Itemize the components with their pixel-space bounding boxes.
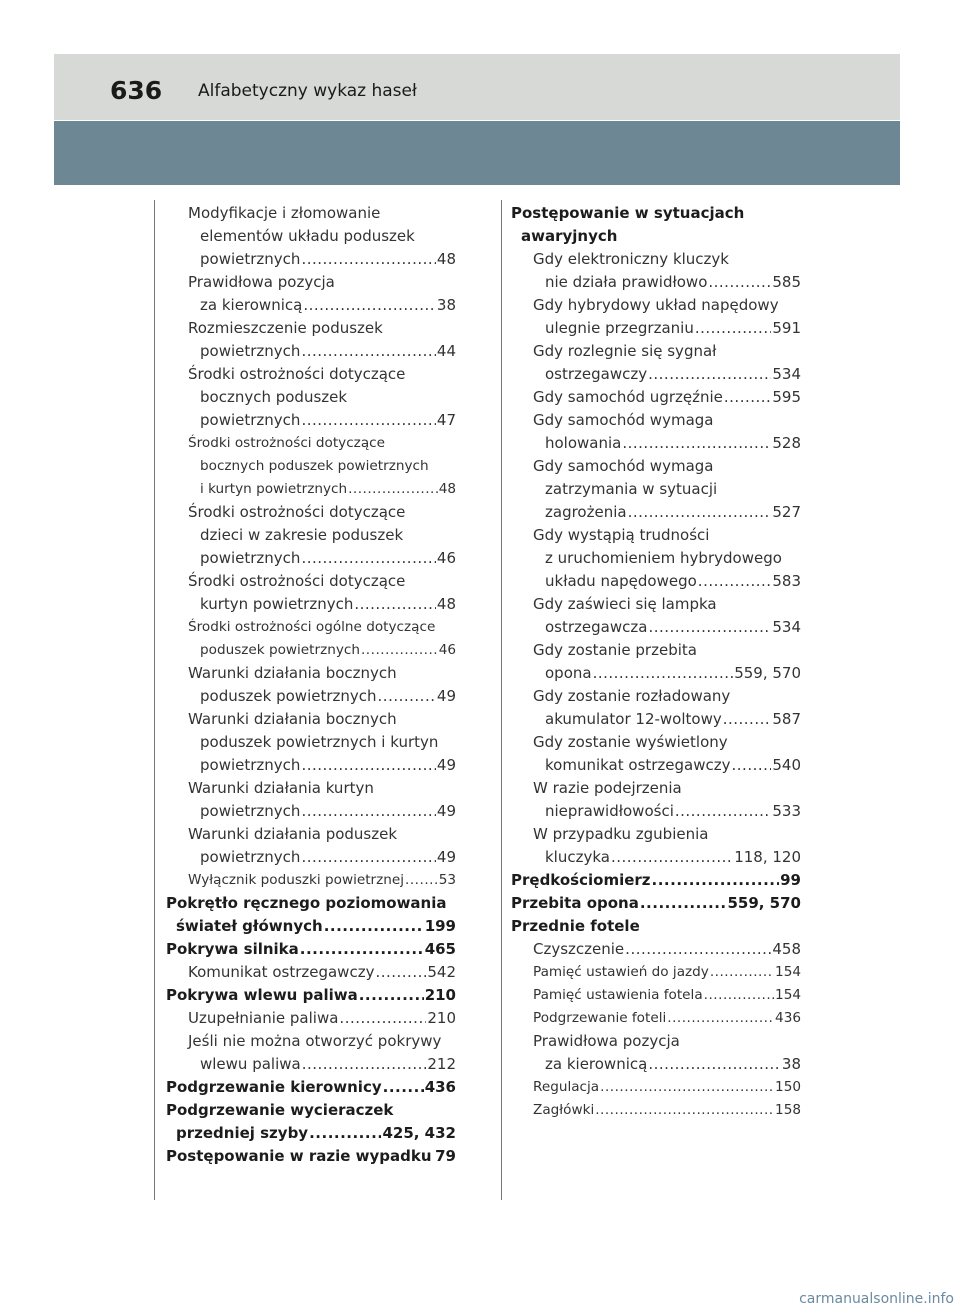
- entry-text: powietrznych: [200, 549, 301, 567]
- page-reference: 587: [772, 710, 801, 728]
- index-subentry: [511, 409, 801, 455]
- index-heading: [166, 1145, 456, 1168]
- index-subentry: [166, 432, 456, 501]
- leader-dots: [354, 593, 436, 616]
- leader-dots: [667, 1007, 774, 1030]
- page-reference: 212: [427, 1055, 456, 1073]
- index-subentry: [166, 570, 456, 616]
- entry-text: Warunki działania kurtyn: [188, 779, 374, 797]
- leader-dots: [302, 1053, 427, 1076]
- index-subentry: [511, 455, 801, 524]
- entry-text: za kierownicą: [200, 296, 303, 314]
- page-reference: 48: [438, 481, 456, 497]
- page-reference: 559, 570: [734, 664, 801, 682]
- entry-text: Gdy samochód ugrzęźnie: [533, 388, 723, 406]
- leader-dots: [675, 800, 772, 823]
- entry-text: kluczyka: [545, 848, 610, 866]
- index-subentry: [511, 340, 801, 386]
- entry-text: zagrożenia: [545, 503, 627, 521]
- entry-text: ostrzegawcza: [545, 618, 648, 636]
- leader-dots: [309, 1122, 381, 1145]
- page-reference: 158: [775, 1102, 801, 1118]
- entry-text: bocznych poduszek: [200, 388, 348, 406]
- page-reference: 210: [424, 986, 456, 1004]
- entry-text: Zagłówki: [533, 1102, 595, 1118]
- leader-dots: [600, 1076, 774, 1099]
- leader-dots: [652, 869, 780, 892]
- entry-text: bocznych poduszek powietrznych: [200, 458, 429, 474]
- header-band: [54, 54, 900, 120]
- leader-dots: [710, 961, 774, 984]
- page-reference: 199: [424, 917, 456, 935]
- entry-text: Warunki działania bocznych: [188, 710, 397, 728]
- page-reference: 528: [772, 434, 801, 452]
- header-title: Alfabetyczny wykaz haseł: [198, 81, 417, 101]
- entry-text: Pokrętło ręcznego poziomowania: [166, 894, 447, 912]
- entry-text: Podgrzewanie foteli: [533, 1010, 667, 1026]
- index-subentry: [511, 524, 801, 593]
- entry-text: Komunikat ostrzegawczy: [188, 963, 375, 981]
- index-subentry: [166, 777, 456, 823]
- entry-text: Gdy samochód wymaga: [533, 411, 714, 429]
- entry-text: Prędkościomierz: [511, 871, 651, 889]
- page-reference: 150: [775, 1079, 801, 1095]
- index-heading: [166, 1076, 456, 1099]
- leader-dots: [301, 248, 435, 271]
- entry-text: świateł głównych: [176, 917, 323, 935]
- page-reference: 79: [435, 1147, 456, 1165]
- page-reference: 534: [772, 618, 801, 636]
- entry-text: układu napędowego: [545, 572, 697, 590]
- page-reference: 49: [436, 848, 456, 866]
- leader-dots: [378, 685, 436, 708]
- page-reference: 527: [772, 503, 801, 521]
- page-reference: 48: [436, 250, 456, 268]
- entry-text: Gdy elektroniczny kluczyk: [533, 250, 729, 268]
- leader-dots: [303, 294, 436, 317]
- page-reference: 458: [772, 940, 801, 958]
- entry-text: W razie podejrzenia: [533, 779, 682, 797]
- leader-dots: [361, 639, 438, 662]
- index-subentry: [511, 777, 801, 823]
- leader-dots: [723, 708, 772, 731]
- entry-text: Rozmieszczenie poduszek: [188, 319, 383, 337]
- page-reference: 46: [438, 642, 456, 658]
- index-column-left: [166, 202, 456, 1168]
- entry-text: Gdy hybrydowy układ napędowy: [533, 296, 779, 314]
- entry-text: Jeśli nie można otworzyć pokrywy: [188, 1032, 442, 1050]
- leader-dots: [359, 984, 424, 1007]
- leader-dots: [301, 846, 435, 869]
- page-reference: 154: [775, 964, 801, 980]
- index-column-right: [511, 202, 801, 1122]
- leader-dots: [595, 1099, 774, 1122]
- column-divider-left: [154, 200, 155, 1200]
- entry-text: dzieci w zakresie poduszek: [200, 526, 404, 544]
- index-subentry: [166, 869, 456, 892]
- index-subentry: [511, 639, 801, 685]
- index-heading: [511, 869, 801, 892]
- index-subentry: [511, 1030, 801, 1076]
- entry-text: Gdy rozlegnie się sygnał: [533, 342, 717, 360]
- entry-text: nieprawidłowości: [545, 802, 674, 820]
- index-subentry: [166, 363, 456, 432]
- leader-dots: [593, 662, 734, 685]
- index-heading: [511, 915, 801, 938]
- entry-text: Pamięć ustawień do jazdy: [533, 964, 709, 980]
- page-reference: 210: [427, 1009, 456, 1027]
- entry-text: Postępowanie w razie wypadku: [166, 1147, 432, 1165]
- page-reference: 49: [436, 802, 456, 820]
- page-number: 636: [110, 76, 163, 105]
- page-reference: 533: [772, 802, 801, 820]
- index-subentry: [511, 1099, 801, 1122]
- entry-text: powietrznych: [200, 250, 301, 268]
- entry-text: Warunki działania poduszek: [188, 825, 398, 843]
- entry-text: Gdy zostanie rozładowany: [533, 687, 731, 705]
- page-reference: 583: [772, 572, 801, 590]
- page-reference: 48: [436, 595, 456, 613]
- index-subentry: [511, 823, 801, 869]
- entry-text: powietrznych: [200, 848, 301, 866]
- page-reference: 99: [780, 871, 801, 889]
- leader-dots: [648, 363, 771, 386]
- page-reference: 154: [775, 987, 801, 1003]
- entry-text: Pokrywa silnika: [166, 940, 299, 958]
- entry-text: zatrzymania w sytuacji: [545, 480, 718, 498]
- entry-text: ostrzegawczy: [545, 365, 648, 383]
- entry-text: Podgrzewanie kierownicy: [166, 1078, 382, 1096]
- page-reference: 38: [436, 296, 456, 314]
- entry-text: poduszek powietrznych: [200, 687, 377, 705]
- index-heading: [511, 892, 801, 915]
- entry-text: holowania: [545, 434, 622, 452]
- entry-text: powietrznych: [200, 802, 301, 820]
- entry-text: i kurtyn powietrznych: [200, 481, 348, 497]
- entry-text: Pamięć ustawienia fotela: [533, 987, 703, 1003]
- index-subentry: [166, 961, 456, 984]
- page-reference: 425, 432: [382, 1124, 456, 1142]
- entry-text: wlewu paliwa: [200, 1055, 301, 1073]
- leader-dots: [732, 754, 772, 777]
- entry-text: Gdy wystąpią trudności: [533, 526, 710, 544]
- page-reference: 53: [438, 872, 456, 888]
- entry-text: Modyfikacje i złomowanie: [188, 204, 381, 222]
- entry-text: powietrznych: [200, 756, 301, 774]
- index-subentry: [511, 685, 801, 731]
- leader-dots: [301, 800, 435, 823]
- page-reference: 591: [772, 319, 801, 337]
- index-heading: [166, 892, 456, 938]
- index-subentry: [511, 731, 801, 777]
- page-reference: 44: [436, 342, 456, 360]
- entry-text: Pokrywa wlewu paliwa: [166, 986, 358, 1004]
- index-subentry: [511, 1076, 801, 1099]
- page-reference: 49: [436, 687, 456, 705]
- index-subentry: [166, 271, 456, 317]
- entry-text: Gdy zaświeci się lampka: [533, 595, 717, 613]
- index-subentry: [166, 317, 456, 363]
- entry-text: Postępowanie w sytuacjach: [511, 204, 745, 222]
- index-subentry: [166, 202, 456, 271]
- leader-dots: [301, 547, 435, 570]
- page-reference: 38: [781, 1055, 801, 1073]
- entry-text: W przypadku zgubienia: [533, 825, 709, 843]
- entry-text: przedniej szyby: [176, 1124, 309, 1142]
- entry-text: Gdy zostanie wyświetlony: [533, 733, 728, 751]
- watermark: carmanualsonline.info: [799, 1291, 954, 1307]
- page-reference: 46: [436, 549, 456, 567]
- leader-dots: [622, 432, 771, 455]
- entry-text: Prawidłowa pozycja: [533, 1032, 680, 1050]
- index-subentry: [511, 1007, 801, 1030]
- leader-dots: [648, 1053, 781, 1076]
- leader-dots: [375, 961, 426, 984]
- leader-dots: [405, 869, 438, 892]
- entry-text: poduszek powietrznych: [200, 642, 360, 658]
- leader-dots: [611, 846, 733, 869]
- entry-text: nie działa prawidłowo: [545, 273, 708, 291]
- entry-text: kurtyn powietrznych: [200, 595, 354, 613]
- leader-dots: [301, 340, 435, 363]
- page-reference: 559, 570: [727, 894, 801, 912]
- leader-dots: [695, 317, 772, 340]
- entry-text: Środki ostrożności dotyczące: [188, 365, 406, 383]
- page-reference: 436: [424, 1078, 456, 1096]
- entry-text: komunikat ostrzegawczy: [545, 756, 731, 774]
- page-reference: 542: [427, 963, 456, 981]
- leader-dots: [383, 1076, 424, 1099]
- entry-text: opona: [545, 664, 592, 682]
- entry-text: Środki ostrożności ogólne dotyczące: [188, 619, 436, 635]
- entry-text: awaryjnych: [521, 227, 618, 245]
- page-reference: 540: [772, 756, 801, 774]
- entry-text: z uruchomieniem hybrydowego: [545, 549, 782, 567]
- index-subentry: [166, 1007, 456, 1030]
- index-subentry: [511, 961, 801, 984]
- entry-text: Regulacja: [533, 1079, 600, 1095]
- index-subentry: [166, 662, 456, 708]
- entry-text: Środki ostrożności dotyczące: [188, 503, 406, 521]
- entry-text: Przebita opona: [511, 894, 639, 912]
- leader-dots: [698, 570, 772, 593]
- index-subentry: [166, 708, 456, 777]
- index-subentry: [511, 984, 801, 1007]
- entry-text: Czyszczenie: [533, 940, 625, 958]
- entry-text: poduszek powietrznych i kurtyn: [200, 733, 439, 751]
- index-heading: [166, 938, 456, 961]
- column-divider-right: [501, 200, 502, 1200]
- page-reference: 534: [772, 365, 801, 383]
- index-subentry: [166, 823, 456, 869]
- entry-text: akumulator 12-woltowy: [545, 710, 722, 728]
- entry-text: elementów układu poduszek: [200, 227, 415, 245]
- leader-dots: [724, 386, 771, 409]
- leader-dots: [648, 616, 771, 639]
- index-subentry: [511, 938, 801, 961]
- index-subentry: [166, 501, 456, 570]
- page-reference: 465: [424, 940, 456, 958]
- entry-text: Prawidłowa pozycja: [188, 273, 335, 291]
- leader-dots: [628, 501, 772, 524]
- index-subentry: [511, 294, 801, 340]
- entry-text: Wyłącznik poduszki powietrznej: [188, 872, 405, 888]
- index-subentry: [511, 248, 801, 294]
- entry-text: powietrznych: [200, 411, 301, 429]
- leader-dots: [301, 754, 435, 777]
- entry-text: Środki ostrożności dotyczące: [188, 435, 385, 451]
- leader-dots: [300, 938, 424, 961]
- index-heading: [166, 984, 456, 1007]
- entry-text: powietrznych: [200, 342, 301, 360]
- leader-dots: [640, 892, 727, 915]
- index-heading: [166, 1099, 456, 1145]
- entry-text: Warunki działania bocznych: [188, 664, 397, 682]
- entry-text: Gdy samochód wymaga: [533, 457, 714, 475]
- leader-dots: [348, 478, 438, 501]
- page-reference: 436: [775, 1010, 801, 1026]
- section-band: [54, 121, 900, 185]
- leader-dots: [433, 1145, 435, 1168]
- index-subentry: [166, 616, 456, 662]
- index-subentry: [166, 1030, 456, 1076]
- entry-text: za kierownicą: [545, 1055, 648, 1073]
- page-reference: 47: [436, 411, 456, 429]
- entry-text: Gdy zostanie przebita: [533, 641, 697, 659]
- page-reference: 118, 120: [734, 848, 801, 866]
- index-heading: [511, 202, 801, 248]
- leader-dots: [339, 1007, 426, 1030]
- leader-dots: [301, 409, 435, 432]
- page-reference: 595: [772, 388, 801, 406]
- page-reference: 49: [436, 756, 456, 774]
- entry-text: ulegnie przegrzaniu: [545, 319, 694, 337]
- leader-dots: [625, 938, 771, 961]
- entry-text: Uzupełnianie paliwa: [188, 1009, 339, 1027]
- leader-dots: [704, 984, 774, 1007]
- index-subentry: [511, 386, 801, 409]
- entry-text: Przednie fotele: [511, 917, 640, 935]
- leader-dots: [324, 915, 424, 938]
- entry-text: Podgrzewanie wycieraczek: [166, 1101, 394, 1119]
- entry-text: Środki ostrożności dotyczące: [188, 572, 406, 590]
- page-reference: 585: [772, 273, 801, 291]
- leader-dots: [708, 271, 771, 294]
- index-subentry: [511, 593, 801, 639]
